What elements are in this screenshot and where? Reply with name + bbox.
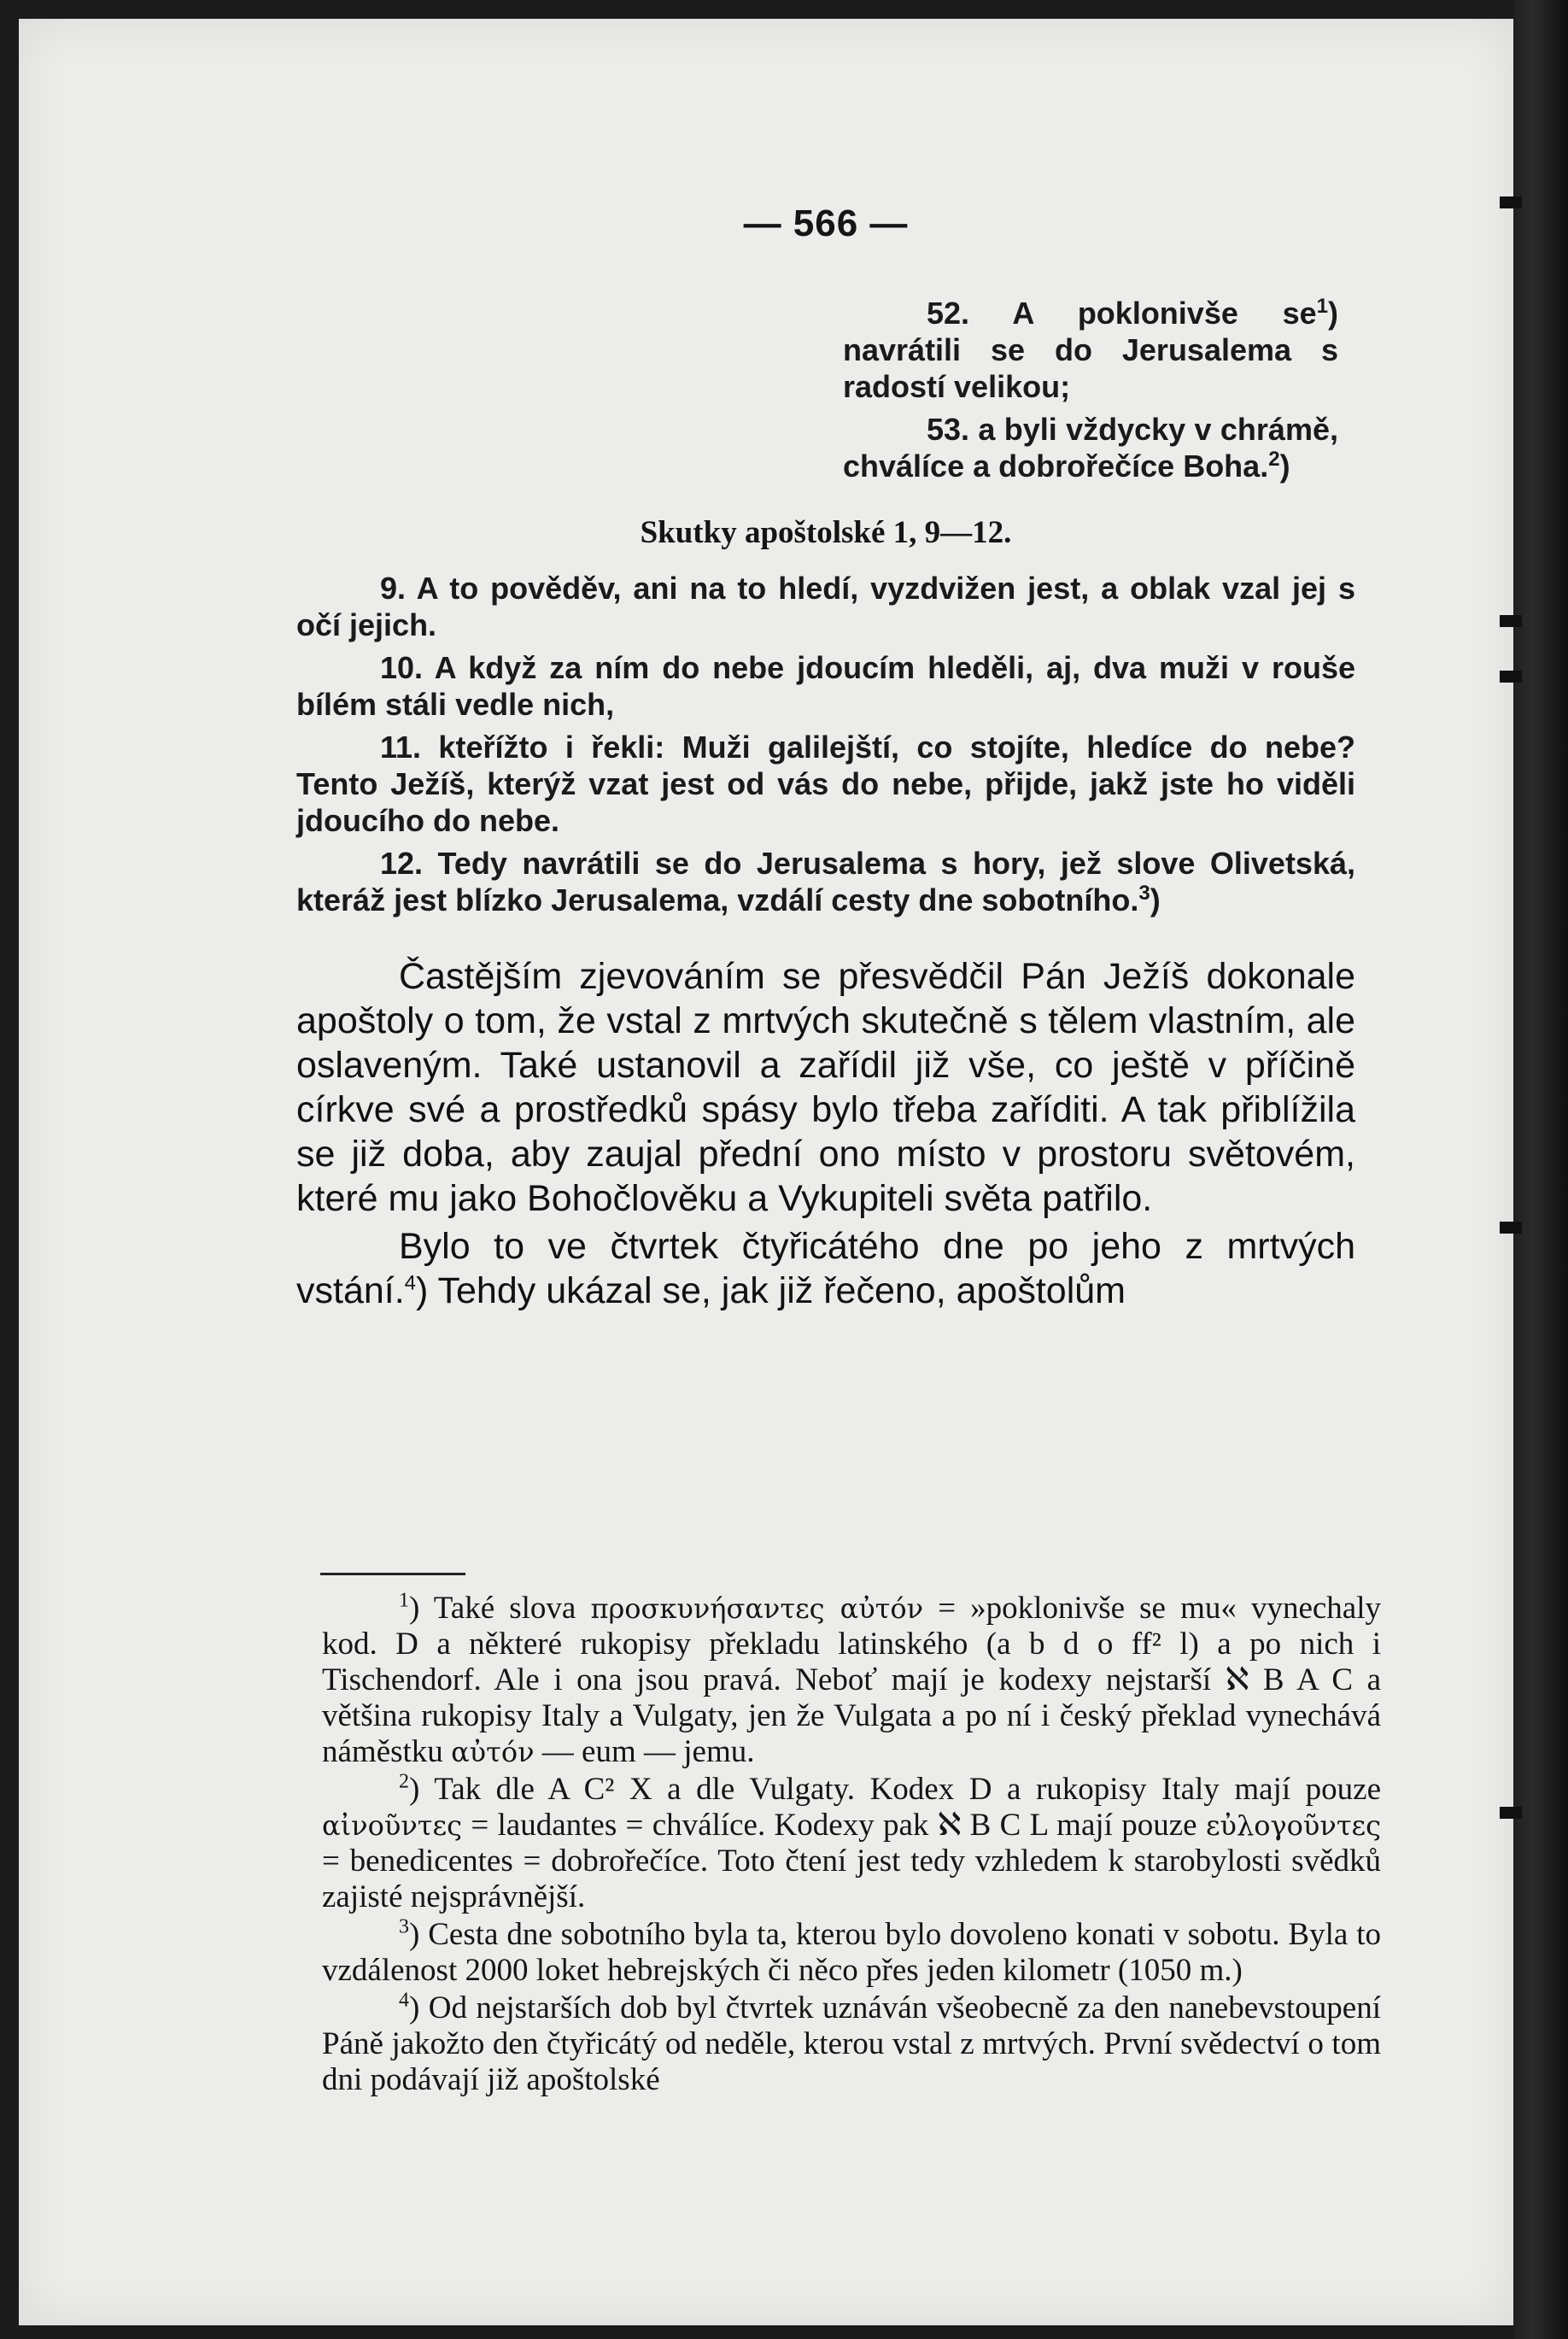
main-paragraph-1: Častějším zjevováním se přesvědčil Pán Ježíš dokonale apoštoly o tom, že vstal z mrtvých skutečně s tělem vlastním, ale oslaveným. Také ustanovil a zařídil již vše, co ještě v příčině církve své a prostředků spásy bylo třeba zaříditi. A tak přiblížila se již doba, aby zaujal přední ono místo v prostoru světovém, které mu jako Bohočlověku a Vykupiteli světa patřilo. — [296, 956, 1355, 1219]
greek-text: αἰνοῦντες — [322, 1809, 462, 1842]
acts-verse-9: 9. A to pověděv, ani na to hledí, vyzdvižen jest, a oblak vzal jej s očí jejich. — [296, 571, 1355, 642]
footnote-ref-1: 1 — [1316, 295, 1328, 318]
scan-edge-mark — [1500, 615, 1522, 627]
main-paragraph-2: Bylo to ve čtvrtek čtyřicátého dne po jeho z mrtvých vstání.$^4$) Tehdy ukázal se, jak již řečeno, apoštolům — [296, 1226, 1355, 1311]
page-number: — 566 — — [743, 202, 909, 244]
footnotes — [322, 1591, 1381, 2100]
footnote-3: $^3$) Cesta dne sobotního byla ta, kterou bylo dovoleno konati v sobotu. Byla to vzdálenost 2000 loket hebrejských či něco přes jeden kilometr (1050 m.) — [322, 1915, 1381, 1988]
greek-text: εὐλογοῦντες — [1205, 1809, 1382, 1842]
footnote-2: $^2$) Tak dle A C² X a dle Vulgaty. Kodex D a rukopisy Italy mají pouze αἰνοῦντες = laudantes = chválíce. Kodexy pak ℵ B C L mají pouze εὐλογοῦντες = benedicentes = dobrořečíce. Toto čtení jest tedy vzhledem k starobylosti svědků zajisté nejsprávnější. — [322, 1770, 1382, 1914]
acts-verse-10: 10. A když za ním do nebe jdoucím hleděli, aj, dva muži v rouše bílém stáli vedle nich, — [296, 650, 1355, 722]
scan-edge-mark — [1500, 671, 1522, 683]
main-text — [296, 954, 1355, 1316]
scan-edge-mark — [1500, 1807, 1522, 1819]
scan-edge-mark — [1500, 1222, 1522, 1234]
book-page — [19, 19, 1513, 2325]
footnote-ref-3: 3 — [1138, 882, 1150, 905]
acts-heading: Skutky apoštolské 1, 9—12. — [640, 515, 1012, 550]
footnote-divider — [320, 1573, 465, 1575]
scan-right-edge — [1513, 0, 1568, 2339]
acts-verse-11: 11. kteřížto i řekli: Muži galilejští, co stojíte, hledíce do nebe? Tento Ježíš, kterýž vzat jest od vás do nebe, přijde, jakž jste ho viděli jdoucího do nebe. — [296, 730, 1355, 838]
scan-edge-mark — [1500, 196, 1522, 208]
greek-text: αὐτόν — [451, 1736, 535, 1768]
footnote-4: $^4$) Od nejstarších dob byl čtvrtek uznáván všeobecně za den nanebevstoupení Páně jakožto den čtyřicátý od neděle, kterou vstal z mrtvých. První svědectví o tom dni podávají již apoštolské — [322, 1989, 1381, 2097]
footnote-ref-4: 4 — [404, 1271, 417, 1295]
footnote-ref-2: 2 — [1268, 448, 1280, 471]
luke-verses — [843, 295, 1338, 490]
footnote-1: $^1$) Také slova προσκυνήσαντες αὐτόν = »poklonivše se mu« vynechaly kod. D a některé rukopisy překladu latinského (a b d o ff² l) a po nich i Tischendorf. Ale i ona jsou pravá. Neboť mají je kodexy nejstarší ℵ B A C a většina rukopisy Italy a Vulgaty, jen že Vulgata a po ní i český překlad vynechává náměstku αὐτόν — eum — jemu. — [322, 1589, 1382, 1769]
acts-verse-12: 12. Tedy navrátili se do Jerusalema s hory, jež slove Olivetská, kteráž jest blízko Jerusalema, vzdálí cesty dne sobotního.$^3$) — [296, 846, 1355, 917]
verse-52: 52. A poklonivše se$^1$) navrátili se do Jerusalema s radostí velikou; — [843, 295, 1338, 404]
greek-text: προσκυνήσαντες αὐτόν — [590, 1592, 924, 1625]
acts-verses — [296, 570, 1355, 924]
verse-53: 53. a byli vždycky v chrámě, chválíce a dobrořečíce Boha.$^2$) — [843, 412, 1338, 484]
